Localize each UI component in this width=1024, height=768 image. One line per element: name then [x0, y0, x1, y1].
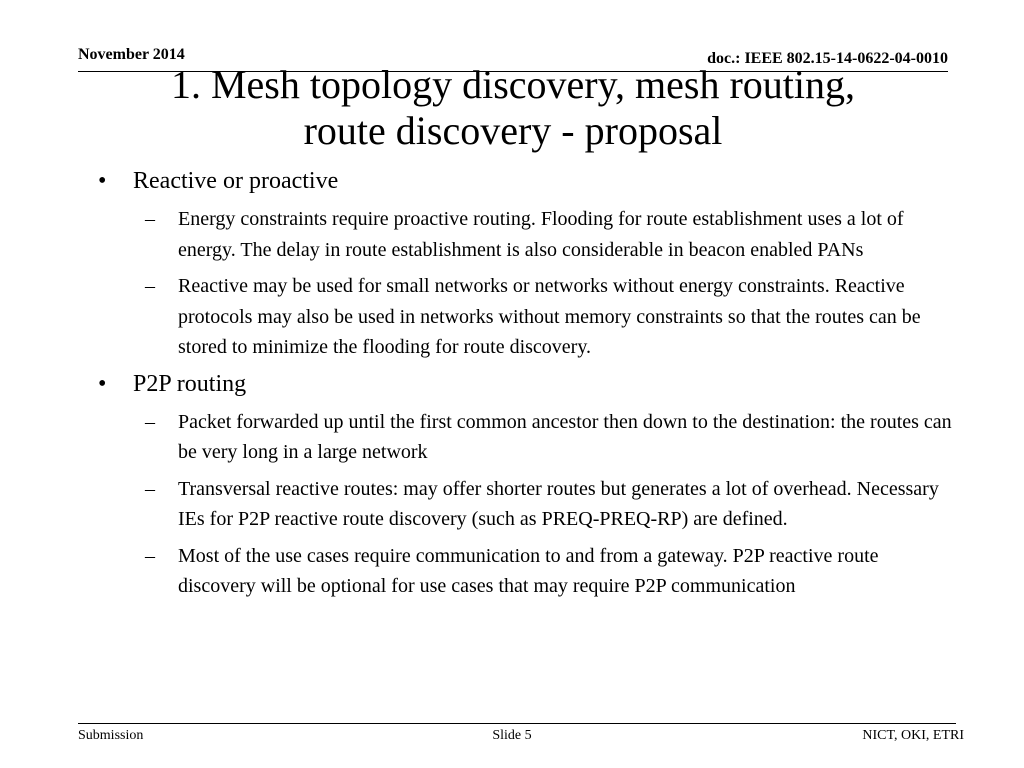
header-doc-id: doc.: IEEE 802.15-14-0622-04-0010: [707, 50, 948, 67]
bullet-icon: •: [98, 370, 107, 397]
dash-icon: –: [145, 275, 155, 297]
dash-icon: –: [145, 208, 155, 230]
section-heading-p2p: [98, 369, 958, 399]
section-heading-text: P2P routing: [133, 370, 247, 397]
list-item-text: Energy constraints require proactive routing. Flooding for route establishment uses a lot of energy. The delay in route establishment is also considerable in beacon enabled PANs: [178, 208, 904, 261]
slide-body: [98, 166, 958, 608]
list-item: [98, 541, 958, 602]
list-item: [98, 474, 958, 535]
section-heading-text: Reactive or proactive: [133, 168, 339, 194]
dash-icon: –: [145, 477, 155, 500]
slide-title-line-2: route discovery - proposal: [303, 108, 723, 153]
slide-title-line-1: 1. Mesh topology discovery, mesh routing,: [170, 62, 855, 107]
list-item: [98, 407, 958, 468]
header-date: November 2014: [78, 46, 185, 63]
list-item-text: Reactive may be used for small networks or networks without energy constraints. Reactive protocols may also be used in networks without memory constraints so that the routes can be stored to minimize the flooding for route discovery.: [178, 275, 921, 358]
list-item-text: Packet forwarded up until the first common ancestor then down to the destination: the routes can be very long in a large network: [178, 410, 952, 463]
section-heading-reactive: [98, 166, 958, 196]
footer-slide-number: Slide 5: [492, 728, 532, 743]
list-item: [98, 204, 958, 265]
footer-authors: NICT, OKI, ETRI: [862, 728, 964, 743]
dash-icon: –: [145, 544, 155, 567]
footer-submission: Submission: [78, 728, 144, 743]
dash-icon: –: [145, 410, 155, 433]
footer-divider: [78, 723, 956, 724]
list-item-text: Transversal reactive routes: may offer shorter routes but generates a lot of overhead. Necessary IEs for P2P reactive route discovery (such as PREQ-PREQ-RP) are defined.: [178, 477, 939, 530]
bullet-icon: •: [98, 168, 107, 194]
slide-title: [78, 62, 948, 154]
list-item-text: Most of the use cases require communication to and from a gateway. P2P reactive route discovery will be optional for use cases that may require P2P communication: [178, 544, 879, 597]
list-item: [98, 271, 958, 363]
